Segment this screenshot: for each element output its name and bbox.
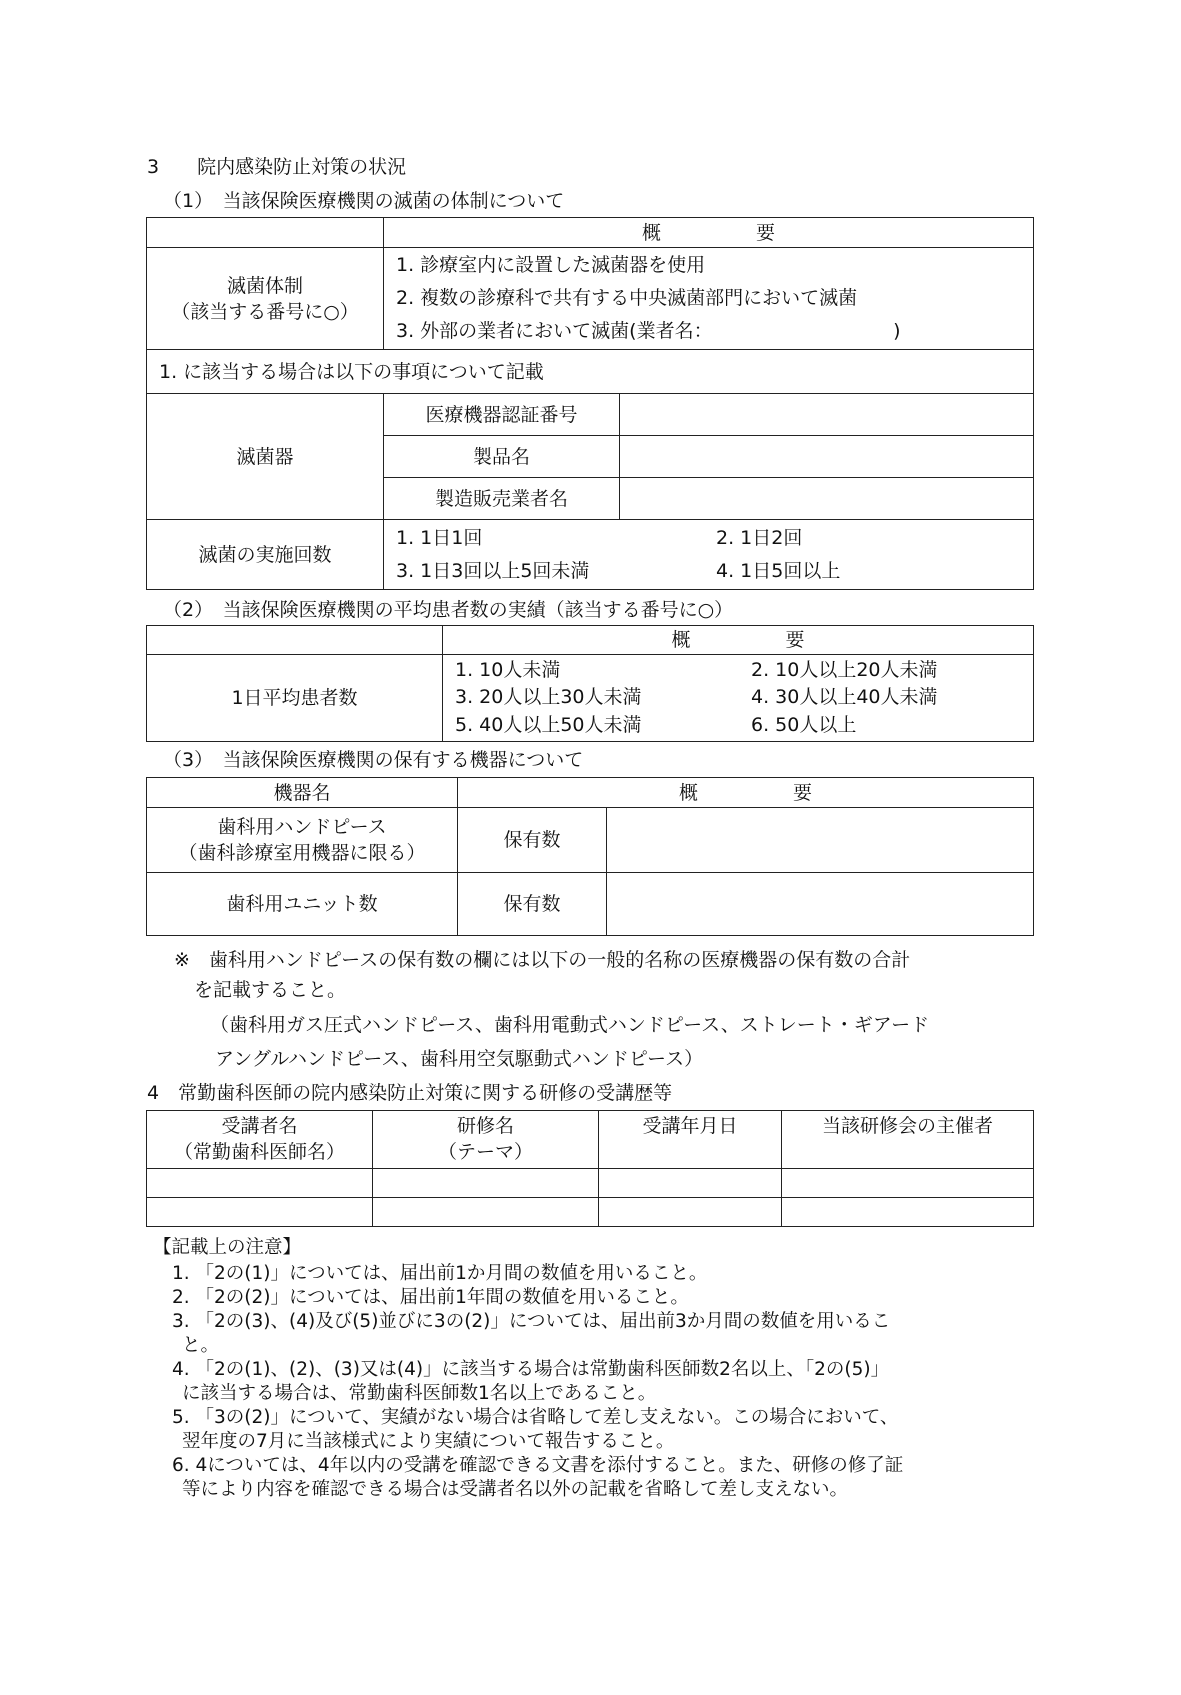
note-line: 5. 「3の(2)」について、実績がない場合は省略して差し支えない。この場合において、 <box>172 1407 899 1428</box>
attendee-header-note: （常勤歯科医師名） <box>173 1141 345 1163</box>
attendance-date-cell[interactable] <box>599 1169 782 1198</box>
patients-option: 3. 20人以上30人未満 <box>455 686 642 709</box>
unit-count-label: 保有数 <box>458 873 607 936</box>
empty-header-cell <box>147 626 443 655</box>
system-label-note: （該当する番号に○） <box>171 300 359 323</box>
patients-table <box>146 625 1034 742</box>
patients-options-cell[interactable] <box>443 655 1034 742</box>
product-name-value[interactable] <box>620 436 1034 478</box>
overview-header: 概 要 <box>443 626 1034 655</box>
note-line: に該当する場合は、常勤歯科医師数1名以上であること。 <box>182 1383 657 1404</box>
unit-label: 歯科用ユニット数 <box>147 873 458 936</box>
sub2-heading: （2） 当該保険医療機関の平均患者数の実績（該当する番号に○） <box>163 599 734 621</box>
handpiece-label-note: （歯科診療室用機器に限る） <box>178 842 426 864</box>
case-note: 1. に該当する場合は以下の事項について記載 <box>147 350 1034 394</box>
organizer-header <box>782 1111 1034 1169</box>
sub1-heading: （1） 当該保険医療機関の滅菌の体制について <box>163 190 565 212</box>
frequency-label: 滅菌の実施回数 <box>147 520 384 590</box>
training-table <box>146 1110 1034 1227</box>
attendee-header-label: 受講者名 <box>221 1115 298 1137</box>
attendee-cell[interactable] <box>147 1169 373 1198</box>
patients-option: 1. 10人未満 <box>455 658 561 681</box>
system-option: 2. 複数の診療科で共有する中央滅菌部門において滅菌 <box>396 287 858 309</box>
note-line: 翌年度の7月に当該様式により実績について報告すること。 <box>182 1431 675 1452</box>
handpiece-count-value[interactable] <box>607 808 1034 873</box>
handpiece-count-label: 保有数 <box>458 808 607 873</box>
note-line: 3. 「2の(3)、(4)及び(5)並びに3の(2)」については、届出前3か月間の数値を用いるこ <box>172 1311 891 1332</box>
overview-header: 概 要 <box>384 218 1034 248</box>
patients-option: 6. 50人以上 <box>751 713 857 736</box>
footnote-line: ※ 歯科用ハンドピースの保有数の欄には以下の一般的名称の医療機器の保有数の合計 <box>174 949 911 971</box>
footnote-line: を記載すること。 <box>194 979 347 1001</box>
attendance-date-label: 受講年月日 <box>642 1115 738 1137</box>
section-3-heading: 3 院内感染防止対策の状況 <box>147 156 407 178</box>
note-line: 1. 「2の(1)」については、届出前1か月間の数値を用いること。 <box>172 1263 708 1284</box>
system-options-cell[interactable] <box>384 248 1034 350</box>
note-line: と。 <box>182 1335 220 1356</box>
note-line: 4. 「2の(1)、(2)、(3)又は(4)」に該当する場合は常勤歯科医師数2名以上、「2の(5)」 <box>172 1359 890 1380</box>
patients-option: 4. 30人以上40人未満 <box>751 686 938 709</box>
average-patients-label: 1日平均患者数 <box>147 655 443 742</box>
manufacturer-value[interactable] <box>620 478 1034 520</box>
organizer-cell[interactable] <box>782 1198 1034 1227</box>
attendee-header <box>147 1111 373 1169</box>
sterilizer-label: 滅菌器 <box>147 394 384 520</box>
organizer-label: 当該研修会の主催者 <box>821 1115 993 1137</box>
training-name-header <box>373 1111 599 1169</box>
attendee-cell[interactable] <box>147 1198 373 1227</box>
frequency-option: 4. 1日5回以上 <box>716 559 841 582</box>
training-name-label: 研修名 <box>456 1115 514 1137</box>
system-label: 滅菌体制 <box>226 274 303 297</box>
unit-count-value[interactable] <box>607 873 1034 936</box>
sub3-heading: （3） 当該保険医療機関の保有する機器について <box>163 749 584 771</box>
note-line: 等により内容を確認できる場合は受講者名以外の記載を省略して差し支えない。 <box>182 1479 849 1500</box>
note-line: 6. 4については、4年以内の受講を確認できる文書を添付すること。また、研修の修了証 <box>172 1455 904 1476</box>
device-name-header: 機器名 <box>147 778 458 808</box>
system-label-cell <box>147 248 384 350</box>
footnote-line: （歯科用ガス圧式ハンドピース、歯科用電動式ハンドピース、ストレート・ギアード <box>210 1014 930 1036</box>
frequency-option: 2. 1日2回 <box>716 526 803 549</box>
section-4-heading: 4 常勤歯科医師の院内感染防止対策に関する研修の受講歴等 <box>147 1082 673 1104</box>
attendance-date-header <box>599 1111 782 1169</box>
note-line: 2. 「2の(2)」については、届出前1年間の数値を用いること。 <box>172 1287 689 1308</box>
product-name-label: 製品名 <box>384 436 620 478</box>
training-name-note: （テーマ） <box>437 1141 533 1163</box>
system-option: 1. 診療室内に設置した滅菌器を使用 <box>396 254 706 276</box>
manufacturer-label: 製造販売業者名 <box>384 478 620 520</box>
patients-option: 5. 40人以上50人未満 <box>455 713 642 736</box>
system-option: 3. 外部の業者において滅菌(業者名： ) <box>396 320 901 342</box>
cert-number-label: 医療機器認証番号 <box>384 394 620 436</box>
overview-header: 概 要 <box>458 778 1034 808</box>
organizer-cell[interactable] <box>782 1169 1034 1198</box>
frequency-option: 1. 1日1回 <box>396 526 483 549</box>
training-name-cell[interactable] <box>373 1198 599 1227</box>
devices-table <box>146 777 1034 936</box>
frequency-options-cell[interactable] <box>384 520 1034 590</box>
cert-number-value[interactable] <box>620 394 1034 436</box>
patients-option: 2. 10人以上20人未満 <box>751 658 938 681</box>
footnote-line: アングルハンドピース、歯科用空気駆動式ハンドピース） <box>215 1048 704 1070</box>
training-name-cell[interactable] <box>373 1169 599 1198</box>
notes-heading: 【記載上の注意】 <box>153 1237 302 1258</box>
empty-header-cell <box>147 218 384 248</box>
frequency-option: 3. 1日3回以上5回未満 <box>396 559 590 582</box>
handpiece-label: 歯科用ハンドピース <box>217 816 387 838</box>
attendance-date-cell[interactable] <box>599 1198 782 1227</box>
handpiece-label-cell <box>147 808 458 873</box>
sterilization-table <box>146 217 1034 590</box>
